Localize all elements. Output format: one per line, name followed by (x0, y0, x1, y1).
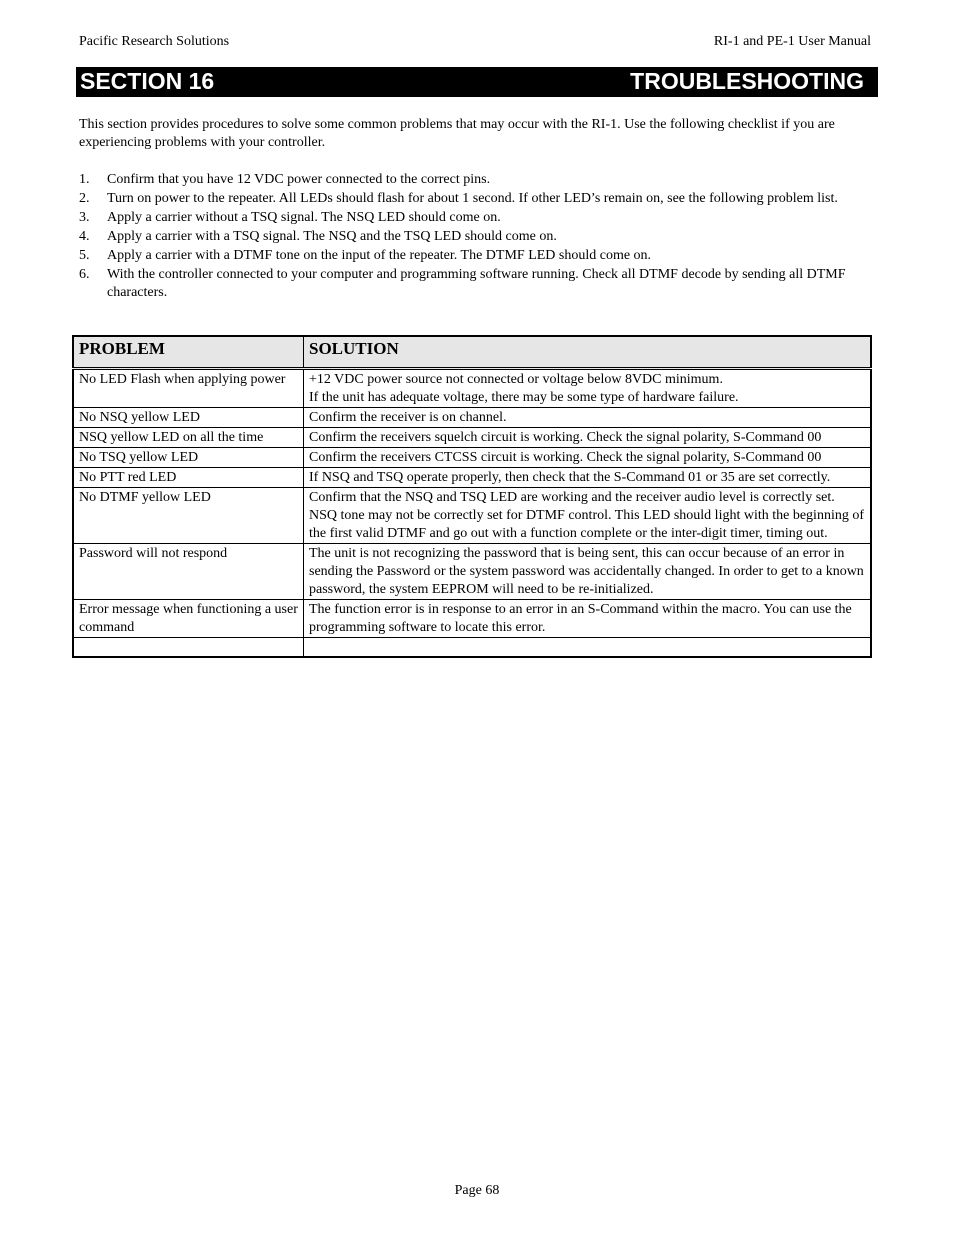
table-row (73, 369, 871, 408)
problem-cell: Error message when functioning a user command (73, 600, 304, 638)
solution-cell (304, 448, 872, 468)
section-title: TROUBLESHOOTING (630, 68, 864, 94)
troubleshooting-table (72, 335, 872, 658)
problem-cell: No NSQ yellow LED (73, 408, 304, 428)
checklist-item-number: 6. (79, 267, 90, 282)
section-number: SECTION 16 (80, 68, 215, 94)
solution-line: The function error is in response to an error in an S-Command within the macro. You can use the programming software to locate this error. (309, 602, 852, 635)
checklist-item (79, 209, 875, 227)
header-manual-title: RI-1 and PE-1 User Manual (713, 34, 871, 49)
solution-cell (304, 544, 872, 600)
checklist-item (79, 190, 875, 208)
page-number: Page 68 (454, 1183, 500, 1198)
table-row (73, 408, 871, 428)
solution-line: Confirm the receivers CTCSS circuit is working. Check the signal polarity, S-Command 00 (309, 450, 822, 465)
table-row (73, 544, 871, 600)
checklist-item-text: Apply a carrier with a DTMF tone on the input of the repeater. The DTMF LED should come on. (107, 248, 652, 263)
checklist-item (79, 266, 875, 302)
checklist (79, 171, 875, 303)
checklist-item-number: 2. (79, 191, 90, 206)
problem-cell: No LED Flash when applying power (73, 369, 304, 408)
solution-line: Confirm the receivers squelch circuit is working. Check the signal polarity, S-Command 00 (309, 430, 822, 445)
checklist-item (79, 247, 875, 265)
solution-line: Confirm the receiver is on channel. (309, 410, 507, 425)
checklist-item-number: 3. (79, 210, 90, 225)
checklist-item-number: 4. (79, 229, 90, 244)
solution-line: If the unit has adequate voltage, there may be some type of hardware failure. (309, 390, 739, 405)
checklist-item-number: 1. (79, 172, 90, 187)
problem-cell: No DTMF yellow LED (73, 488, 304, 544)
checklist-item-text: Apply a carrier with a TSQ signal. The NSQ and the TSQ LED should come on. (107, 229, 557, 244)
solution-line: +12 VDC power source not connected or voltage below 8VDC minimum. (309, 372, 723, 387)
table-row (73, 488, 871, 544)
checklist-item-text: Apply a carrier without a TSQ signal. The NSQ LED should come on. (107, 210, 501, 225)
problem-column-header: PROBLEM (73, 336, 304, 369)
problem-cell: NSQ yellow LED on all the time (73, 428, 304, 448)
checklist-item-text: With the controller connected to your computer and programming software running. Check all DTMF decode by sending all DTMF characters. (107, 267, 846, 300)
solution-column-header: SOLUTION (304, 336, 872, 369)
intro-paragraph: This section provides procedures to solve some common problems that may occur with the RI-1. Use the following checklist if you are experiencing problems with your controller. (79, 117, 835, 150)
table-header-row (73, 336, 871, 369)
solution-line: If NSQ and TSQ operate properly, then check that the S-Command 01 or 35 are set correctly. (309, 470, 831, 485)
problem-cell-empty (73, 638, 304, 658)
solution-cell (304, 408, 872, 428)
checklist-item (79, 228, 875, 246)
checklist-item-text: Turn on power to the repeater. All LEDs should flash for about 1 second. If other LED’s remain on, see the following problem list. (107, 191, 838, 206)
table-row (73, 428, 871, 448)
checklist-item (79, 171, 875, 189)
table-row (73, 600, 871, 638)
problem-cell: Password will not respond (73, 544, 304, 600)
solution-cell (304, 369, 872, 408)
solution-cell (304, 600, 872, 638)
solution-line: Confirm that the NSQ and TSQ LED are working and the receiver audio level is correctly set. NSQ tone may not be correctly set for DTMF control. This LED should light with the beginning of the first valid DTMF and go out with a function complete or the inter-digit timer, timing out. (309, 490, 864, 541)
solution-cell (304, 428, 872, 448)
checklist-item-text: Confirm that you have 12 VDC power connected to the correct pins. (107, 172, 491, 187)
header-company: Pacific Research Solutions (79, 34, 230, 49)
solution-cell (304, 488, 872, 544)
solution-cell-empty (304, 638, 872, 658)
problem-cell: No PTT red LED (73, 468, 304, 488)
solution-line: The unit is not recognizing the password that is being sent, this can occur because of an error in sending the Password or the system password was accidentally changed. In order to get to a known password, the system EEPROM will need to be re-initialized. (309, 546, 864, 597)
checklist-item-number: 5. (79, 248, 90, 263)
problem-cell: No TSQ yellow LED (73, 448, 304, 468)
table-row (73, 448, 871, 468)
solution-cell (304, 468, 872, 488)
table-row-empty (73, 638, 871, 658)
table-row (73, 468, 871, 488)
section-heading-bar (76, 67, 878, 97)
